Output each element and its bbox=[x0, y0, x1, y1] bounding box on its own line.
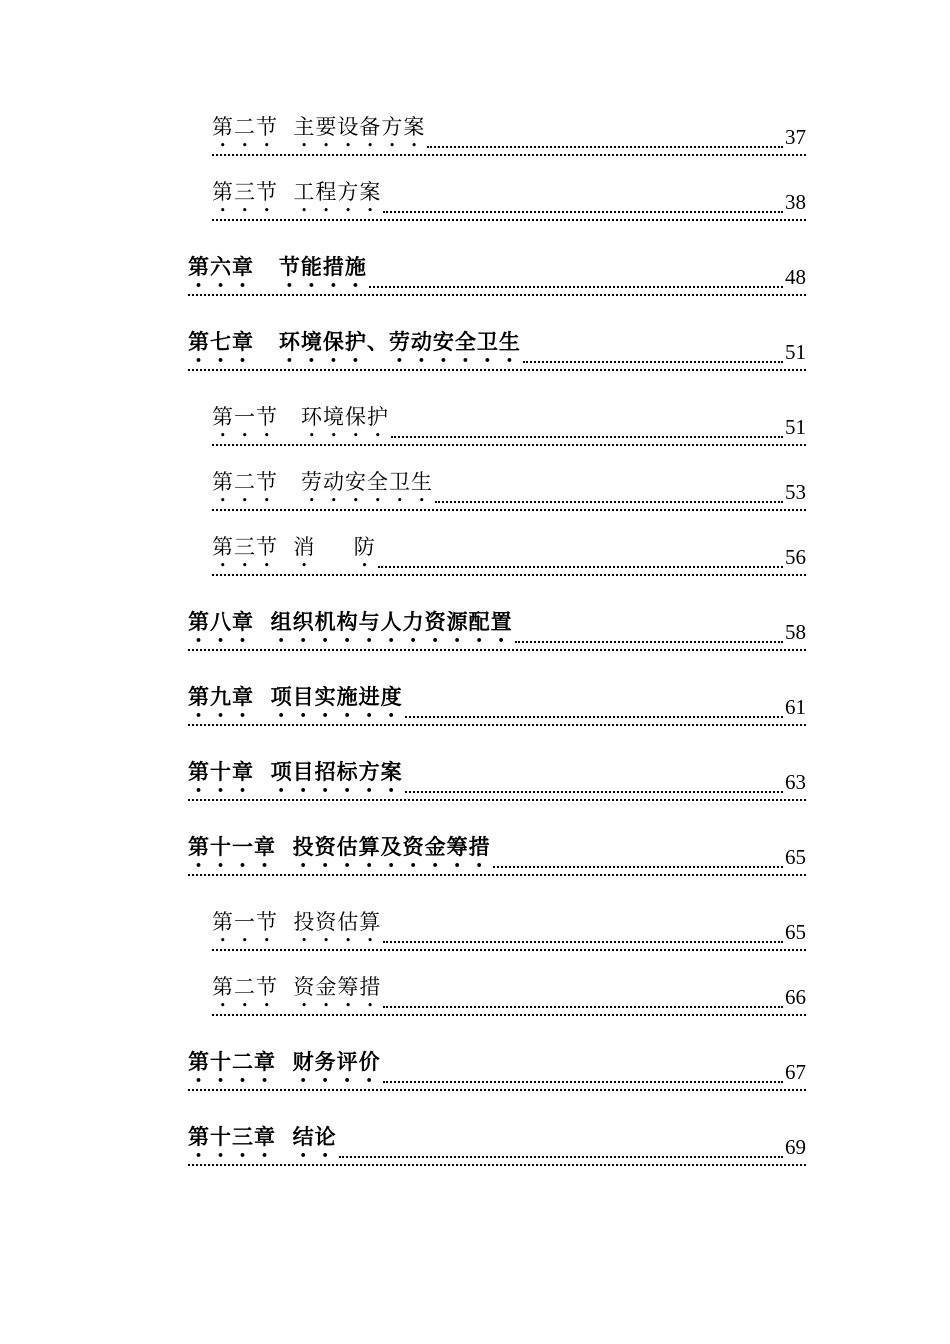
dot-leader bbox=[405, 714, 783, 718]
toc-entry-page: 66 bbox=[785, 985, 806, 1009]
toc-entry-page: 53 bbox=[785, 480, 806, 504]
dot-leader bbox=[493, 864, 783, 868]
dot-leader bbox=[435, 499, 783, 503]
toc-entry[interactable] bbox=[212, 115, 806, 156]
toc-entry-title: 第八章 组织机构与人力资源配置 bbox=[188, 609, 513, 634]
dot-leader-underline bbox=[188, 647, 806, 651]
toc-entry[interactable] bbox=[212, 180, 806, 221]
dot-leader bbox=[369, 284, 783, 288]
toc-entry-page: 65 bbox=[785, 845, 806, 869]
toc-entry-title: 第一节 投资估算 bbox=[212, 910, 382, 934]
toc-entry-title: 第十章 项目招标方案 bbox=[188, 759, 403, 784]
toc-entry-title: 第七章 环境保护、劳动安全卫生 bbox=[188, 329, 521, 354]
toc-entry[interactable] bbox=[188, 1049, 806, 1091]
toc-entry-page: 67 bbox=[785, 1060, 806, 1084]
dot-leader-underline bbox=[188, 872, 806, 876]
dot-leader bbox=[515, 639, 783, 643]
toc-entry[interactable] bbox=[212, 910, 806, 951]
dot-leader bbox=[339, 1154, 783, 1158]
dot-leader bbox=[391, 434, 783, 438]
toc-entry-page: 38 bbox=[785, 190, 806, 214]
dot-leader-underline bbox=[212, 572, 806, 576]
toc-entry-page: 37 bbox=[785, 125, 806, 149]
toc-entry[interactable] bbox=[212, 470, 806, 511]
dot-leader bbox=[427, 144, 783, 148]
dot-leader bbox=[383, 209, 783, 213]
dot-leader-underline bbox=[188, 1087, 806, 1091]
dot-leader-underline bbox=[188, 367, 806, 371]
toc-entry-page: 65 bbox=[785, 920, 806, 944]
dot-leader-underline bbox=[212, 152, 806, 156]
toc-entry-title: 第三节 消 防 bbox=[212, 535, 376, 559]
toc-entry-title: 第六章 节能措施 bbox=[188, 254, 367, 279]
toc-entry-page: 58 bbox=[785, 620, 806, 644]
toc-entry-page: 48 bbox=[785, 265, 806, 289]
toc-entry-title: 第一节 环境保护 bbox=[212, 405, 390, 429]
toc-entry[interactable] bbox=[212, 405, 806, 446]
toc-entry[interactable] bbox=[188, 684, 806, 726]
dot-leader-underline bbox=[188, 1162, 806, 1166]
dot-leader-underline bbox=[212, 442, 806, 446]
toc-entry-page: 69 bbox=[785, 1135, 806, 1159]
dot-leader bbox=[523, 359, 783, 363]
dot-leader bbox=[383, 1079, 783, 1083]
toc-entry-page: 56 bbox=[785, 545, 806, 569]
toc-entry-title: 第二节 资金筹措 bbox=[212, 975, 382, 999]
toc-entry-page: 63 bbox=[785, 770, 806, 794]
toc-entry-title: 第九章 项目实施进度 bbox=[188, 684, 403, 709]
toc-entry-page: 51 bbox=[785, 340, 806, 364]
toc-entry-title: 第二节 劳动安全卫生 bbox=[212, 470, 434, 494]
toc-entry[interactable] bbox=[212, 535, 806, 576]
dot-leader-underline bbox=[212, 507, 806, 511]
toc-entry-title: 第十三章 结论 bbox=[188, 1124, 337, 1149]
toc-entry-page: 61 bbox=[785, 695, 806, 719]
toc-entry[interactable] bbox=[188, 759, 806, 801]
toc-entry-page: 51 bbox=[785, 415, 806, 439]
dot-leader bbox=[378, 564, 783, 568]
dot-leader-underline bbox=[188, 292, 806, 296]
dot-leader bbox=[383, 939, 783, 943]
toc-entry[interactable] bbox=[212, 975, 806, 1016]
dot-leader-underline bbox=[212, 217, 806, 221]
toc-entry[interactable] bbox=[188, 329, 806, 371]
dot-leader-underline bbox=[212, 947, 806, 951]
toc-entry[interactable] bbox=[188, 254, 806, 296]
toc-entry-title: 第十一章 投资估算及资金筹措 bbox=[188, 834, 491, 859]
toc-entry[interactable] bbox=[188, 1124, 806, 1166]
dot-leader bbox=[383, 1004, 783, 1008]
toc-entry-title: 第十二章 财务评价 bbox=[188, 1049, 381, 1074]
toc-entry[interactable] bbox=[188, 834, 806, 876]
dot-leader-underline bbox=[188, 722, 806, 726]
dot-leader-underline bbox=[188, 797, 806, 801]
toc-entry-title: 第三节 工程方案 bbox=[212, 180, 382, 204]
dot-leader-underline bbox=[212, 1012, 806, 1016]
toc-entry[interactable] bbox=[188, 609, 806, 651]
dot-leader bbox=[405, 789, 783, 793]
toc-entry-title: 第二节 主要设备方案 bbox=[212, 115, 426, 139]
